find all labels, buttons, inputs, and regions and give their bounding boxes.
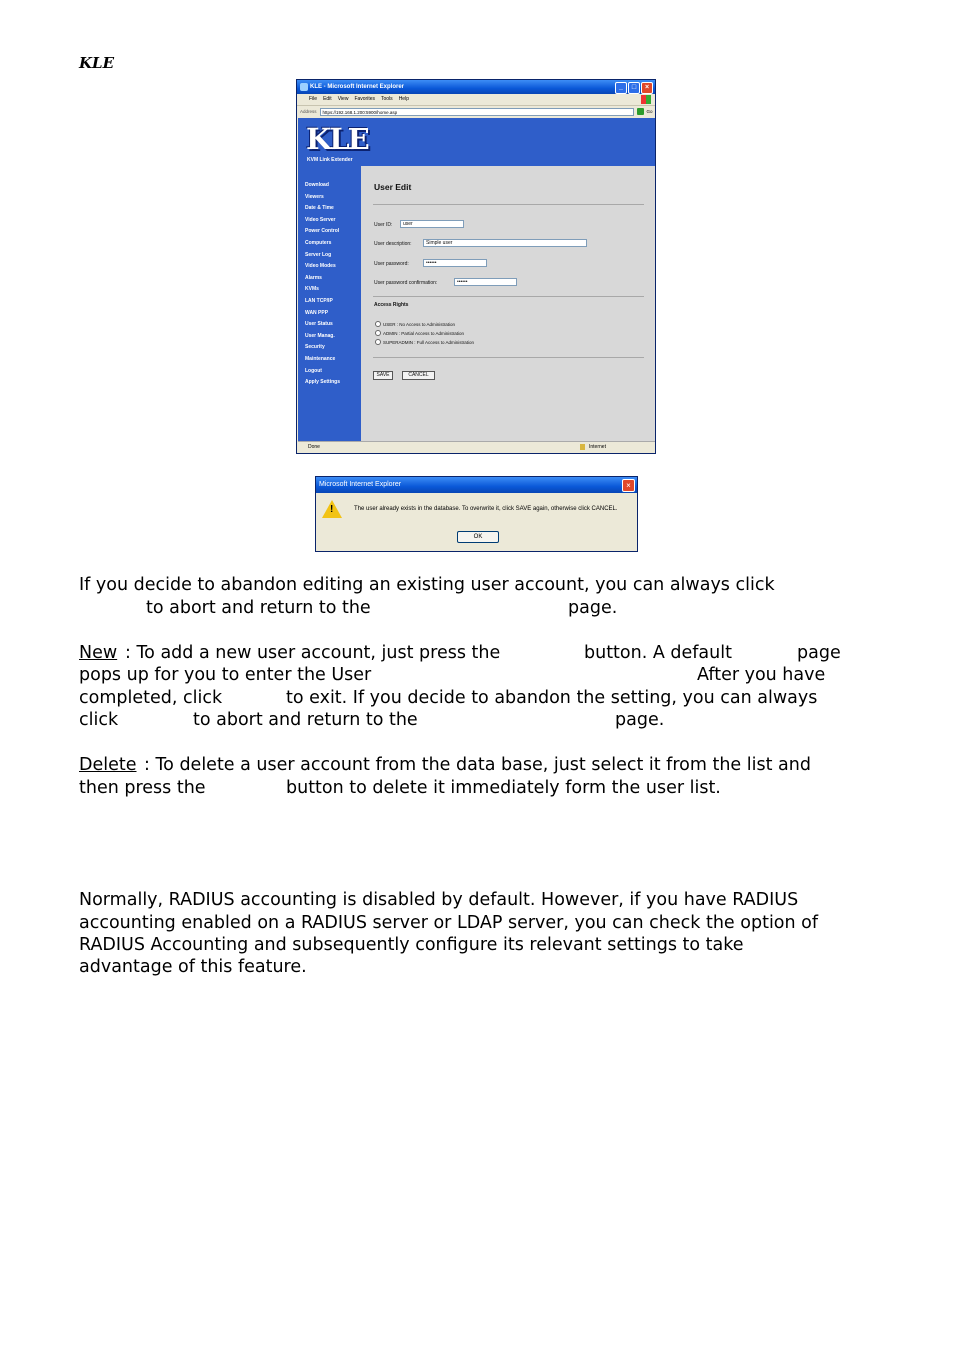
user-password-label: User password: [374,261,409,267]
address-bar [297,106,655,117]
divider [373,296,644,297]
menu-file[interactable]: File [309,96,318,102]
delete-term: Delete [79,755,137,775]
minimize-icon[interactable]: _ [615,82,627,94]
sidebar-item-server-log[interactable]: Server Log [305,251,332,258]
status-zone: Internet [589,444,606,450]
address-label: Address [300,109,317,114]
radio-circle-icon [375,321,381,327]
sidebar-item-video-server[interactable]: Video Server [305,216,336,223]
user-id-input[interactable]: user [400,220,464,228]
sidebar-item-video-modes[interactable]: Video Modes [305,263,336,270]
radio-circle-icon [375,339,381,345]
sidebar-item-wan-ppp[interactable]: WAN PPP [305,309,329,316]
close-icon[interactable]: × [622,479,635,492]
radio-user-label: USER : No Access to Administration [383,321,456,327]
sidebar-item-alarms[interactable]: Alarms [305,274,322,281]
paragraph-line: page. [568,598,618,618]
menu-edit[interactable]: Edit [323,96,332,102]
radio-superadmin-label: SUPERADMIN : Full Access to Administration [383,339,475,345]
menu-tools[interactable]: Tools [381,96,393,102]
paragraph-line: After you have [697,665,826,685]
paragraph-line: If you decide to abandon editing an existing user account, you can always click [79,575,775,595]
browser-title-bar [297,80,655,94]
access-rights-title: Access Rights [374,302,409,308]
sidebar-item-kvms[interactable]: KVMs [305,286,319,293]
sidebar-item-download[interactable]: Download [305,182,329,188]
sidebar-item-lan-tcpip[interactable]: LAN TCP/IP [305,297,333,304]
go-arrow-icon[interactable] [637,108,644,115]
paragraph-line: then press the [79,778,206,798]
browser-screenshot [296,79,656,454]
ok-button[interactable]: OK [457,531,499,543]
windows-flag-icon [641,95,651,104]
dialog-title-bar [316,477,637,493]
paragraph-line: button. A default [584,643,732,663]
sidebar-item-user-status[interactable]: User Status [305,321,333,328]
user-description-label: User description: [374,241,412,247]
address-input[interactable]: https://192.168.1.200:5900/home.asp [320,108,634,116]
sidebar-item-user-manag[interactable]: User Manag. [305,332,335,339]
sidebar-item-maintenance[interactable]: Maintenance [305,355,336,362]
paragraph-line: to abort and return to the [146,598,371,618]
user-description-input[interactable]: Simple user [423,239,587,247]
paragraph-line: : To delete a user account from the data base, just select it from the list and [144,755,811,775]
kle-banner [298,118,656,166]
radio-circle-icon [375,330,381,336]
paragraph-line: button to delete it immediately form the user list. [286,778,721,798]
sidebar-item-computers[interactable]: Computers [305,239,332,246]
menu-favorites[interactable]: Favorites [354,96,375,102]
sidebar-item-apply-settings[interactable]: Apply Settings [305,379,341,386]
paragraph-line: completed, click [79,688,223,708]
divider [373,204,644,205]
cancel-button[interactable]: CANCEL [402,371,435,380]
radio-admin[interactable] [375,330,464,336]
alert-dialog [315,476,638,552]
radio-user[interactable] [375,321,455,327]
kle-sidebar [298,166,361,443]
radio-superadmin[interactable] [375,339,474,345]
browser-status-bar [298,441,656,452]
user-id-label: User ID: [374,222,393,228]
user-edit-title: User Edit [374,182,412,192]
kle-logo-subtitle: KVM Link Extender [307,157,353,163]
paragraph-line: pops up for you to enter the User [79,665,372,685]
user-edit-panel [361,166,656,443]
paragraph-line: to abort and return to the [193,710,418,730]
paragraph-line: click [79,710,119,730]
browser-title: KLE - Microsoft Internet Explorer [310,84,405,90]
user-password-input[interactable]: •••••• [423,259,487,267]
browser-menu-bar [297,94,655,106]
paragraph-line: Normally, RADIUS accounting is disabled by default. However, if you have RADIUS [79,890,799,910]
new-term: New [79,643,118,663]
ie-app-icon [300,83,308,91]
sidebar-item-date-time[interactable]: Date & Time [305,205,334,212]
radio-admin-label: ADMIN : Partial Access to Administration [383,330,465,336]
save-button[interactable]: SAVE [373,371,393,380]
sidebar-item-power-control[interactable]: Power Control [305,228,340,235]
page-header-label: KLE [79,54,115,72]
menu-view[interactable]: View [337,96,349,102]
paragraph-line: to exit. If you decide to abandon the setting, you can always [286,688,818,708]
paragraph-line: page [797,643,841,663]
close-icon[interactable]: × [641,82,653,94]
paragraph-line: accounting enabled on a RADIUS server or LDAP server, you can check the option of [79,913,819,933]
lock-icon [580,444,585,450]
paragraph-line: advantage of this feature. [79,957,307,977]
password-confirmation-input[interactable]: •••••• [454,278,517,286]
password-confirmation-label: User password confirmation: [374,280,438,286]
sidebar-item-security[interactable]: Security [305,344,325,351]
paragraph-line: RADIUS Accounting and subsequently configure its relevant settings to take [79,935,744,955]
paragraph-line: page. [615,710,665,730]
sidebar-item-logout[interactable]: Logout [305,367,322,374]
status-text: Done [308,444,320,450]
menu-help[interactable]: Help [398,96,409,102]
kle-logo: KLE [306,122,368,156]
dialog-message: The user already exists in the database. To overwrite it, click SAVE again, otherwise click CANCEL. [354,506,618,512]
warning-icon: ! [322,500,342,518]
go-button[interactable]: Go [646,109,653,114]
paragraph-line: : To add a new user account, just press the [125,643,501,663]
divider [373,357,644,358]
sidebar-item-viewers[interactable]: Viewers [305,193,324,200]
dialog-title: Microsoft Internet Explorer [319,481,402,488]
maximize-icon[interactable]: □ [628,82,640,94]
